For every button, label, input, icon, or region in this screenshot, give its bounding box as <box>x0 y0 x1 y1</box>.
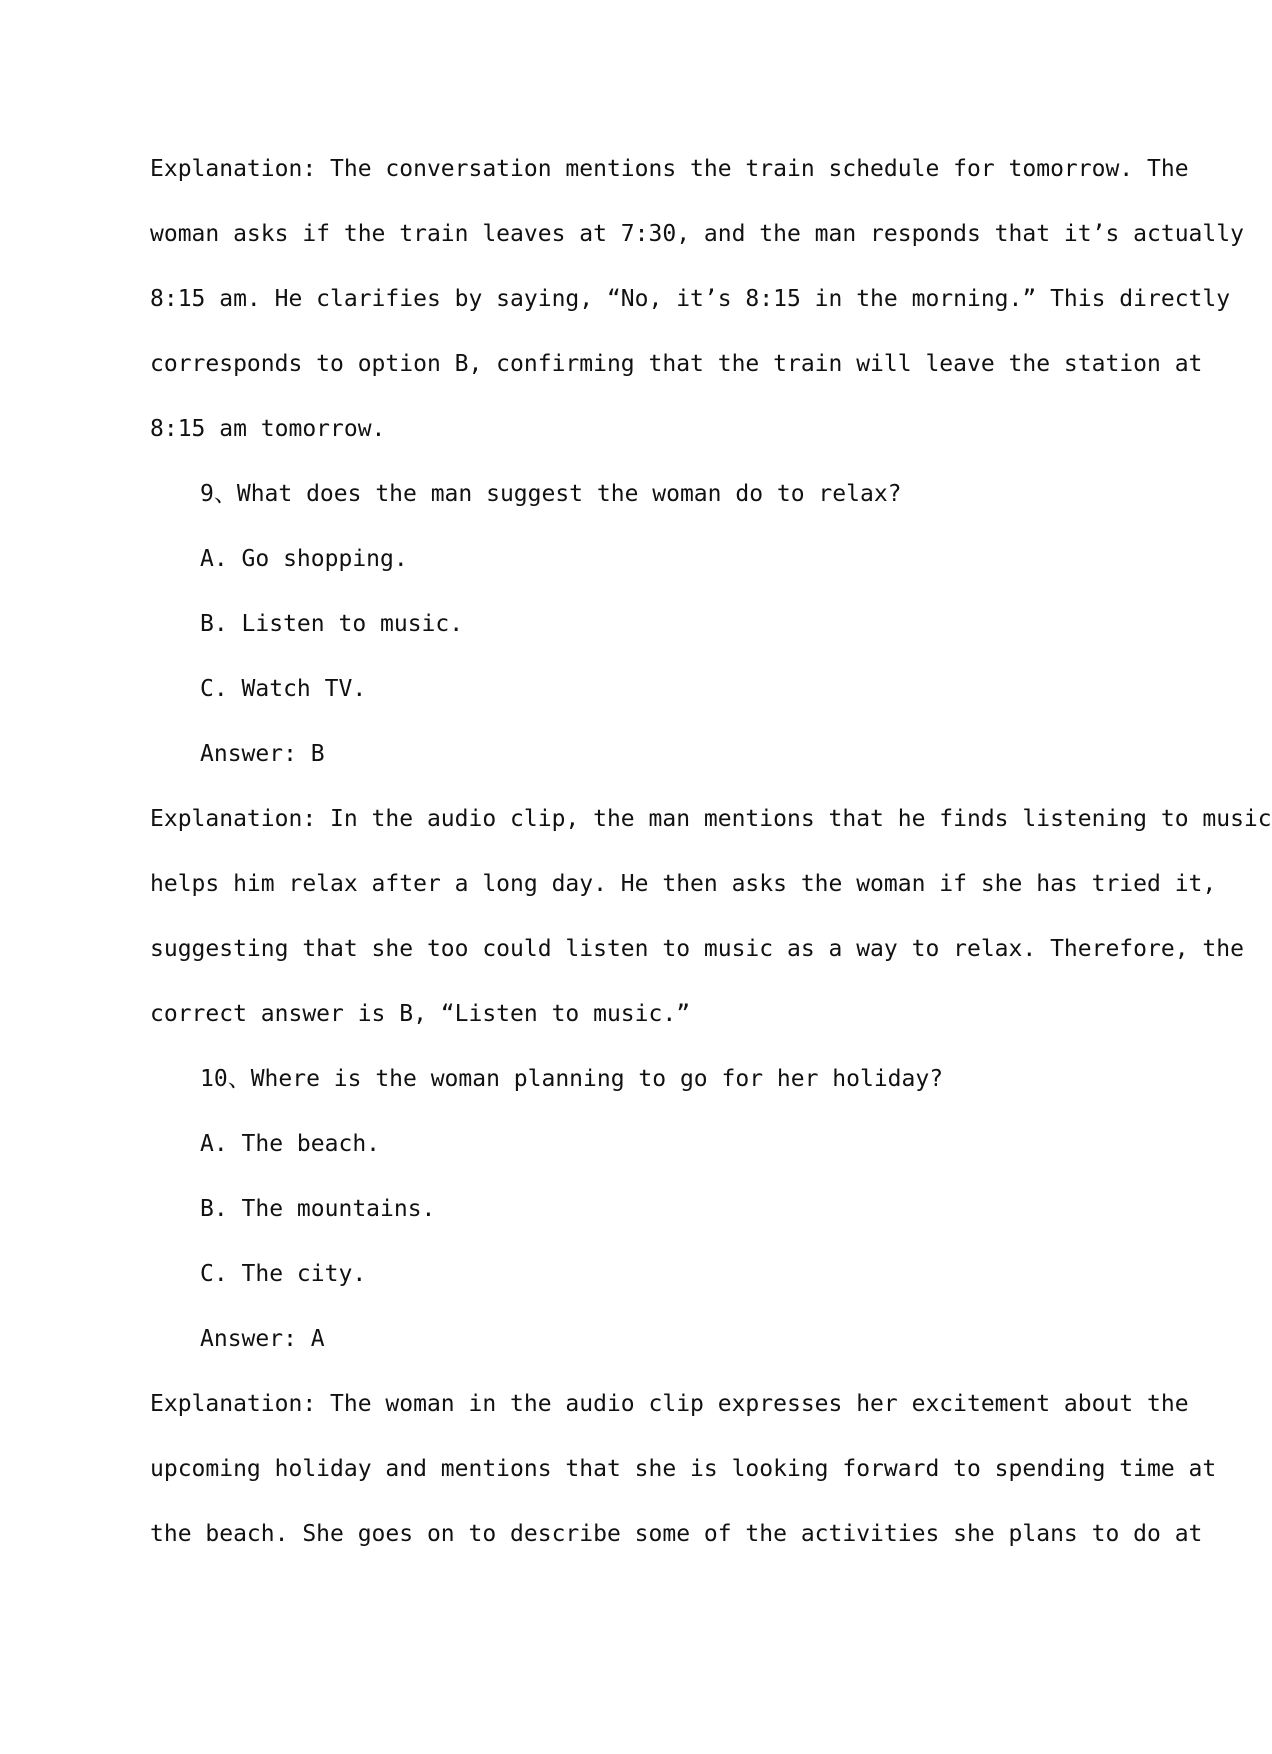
answer-text: Answer: A <box>200 1326 325 1352</box>
option-a: A. Go shopping. <box>200 546 408 572</box>
text-line: upcoming holiday and mentions that she is looking forward to spending time at <box>150 1456 1217 1482</box>
question-block <box>150 462 1094 787</box>
text-line: woman asks if the train leaves at 7:30, and the man responds that it’s actually <box>150 221 1244 247</box>
text-line: corresponds to option B, confirming that the train will leave the station at <box>150 351 1203 377</box>
text-line: Explanation: The conversation mentions the train schedule for tomorrow. The <box>150 156 1189 182</box>
explanation-paragraph <box>150 137 1244 462</box>
question-text: 9、What does the man suggest the woman do to relax? <box>200 481 902 507</box>
explanation-paragraph <box>150 1372 1217 1567</box>
answer-text: Answer: B <box>200 741 325 767</box>
text-line: correct answer is B, “Listen to music.” <box>150 1001 691 1027</box>
text-line: Explanation: In the audio clip, the man mentions that he finds listening to music <box>150 806 1272 832</box>
question-block <box>150 1047 1094 1372</box>
text-line: suggesting that she too could listen to music as a way to relax. Therefore, the <box>150 936 1244 962</box>
text-line: the beach. She goes on to describe some of the activities she plans to do at <box>150 1521 1203 1547</box>
text-line: Explanation: The woman in the audio clip expresses her excitement about the <box>150 1391 1189 1417</box>
option-b: B. The mountains. <box>200 1196 436 1222</box>
text-line: 8:15 am. He clarifies by saying, “No, it’s 8:15 in the morning.” This directly <box>150 286 1231 312</box>
option-c: C. Watch TV. <box>200 676 367 702</box>
question-text: 10、Where is the woman planning to go for her holiday? <box>200 1066 944 1092</box>
explanation-paragraph <box>150 787 1272 1047</box>
document-body <box>150 137 1272 1567</box>
option-a: A. The beach. <box>200 1131 381 1157</box>
text-line: helps him relax after a long day. He then asks the woman if she has tried it, <box>150 871 1217 897</box>
text-line: 8:15 am tomorrow. <box>150 416 386 442</box>
option-c: C. The city. <box>200 1261 367 1287</box>
option-b: B. Listen to music. <box>200 611 464 637</box>
